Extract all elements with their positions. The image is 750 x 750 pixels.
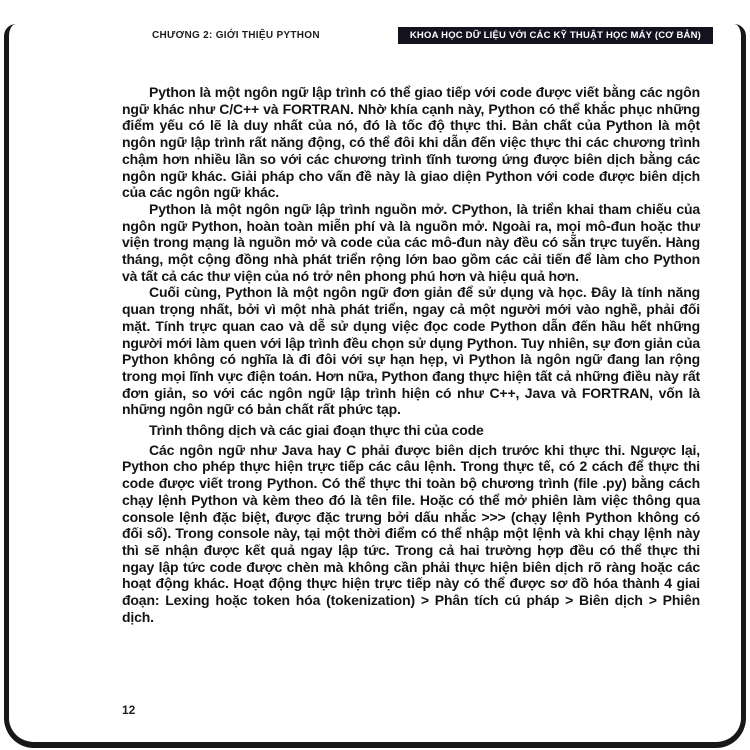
book-title-bar: KHOA HỌC DỮ LIỆU VỚI CÁC KỸ THUẬT HỌC MÁY (CƠ BẢN) [398,27,713,44]
chapter-title: CHƯƠNG 2: GIỚI THIỆU PYTHON [152,30,320,41]
page-header [120,27,713,44]
paragraph-interpreter-stages: Các ngôn ngữ như Java hay C phải được biên dịch trước khi thực thi. Ngược lại, Python cho phép thực hiện trực tiếp các câu lệnh. Trong thực tế, có 2 cách để thực thi code được viết trong Python. Có thể thực thi toàn bộ chương trình (file .py) bằng cách chạy lệnh Python và kèm theo đó là tên file. Hoặc có thể mở phiên làm việc thông qua console lệnh đặc biệt, được đặc trưng bởi dấu nhắc >>> (chạy lệnh Python không có đối số). Trong console này, tại một thời điểm có thể nhập một lệnh và khi chạy lệnh này thì sẽ nhận được kết quả ngay lập tức. Trong cả hai trường hợp đều có thể thực thi ngay lập tức code được chèn mà không cần phải thực hiện biên dịch rõ ràng hoặc các hoạt động khác. Hoạt động thực hiện trực tiếp này có thể được sơ đồ hóa thành 4 giai đoạn: Lexing hoặc token hóa (tokenization) > Phân tích cú pháp > Biên dịch > Phiên dịch. [122,441,700,625]
section-heading: Trình thông dịch và các giai đoạn thực thi của code [149,422,484,439]
page-body [122,84,700,626]
paragraph-python-interop: Python là một ngôn ngữ lập trình có thể giao tiếp với code được viết bằng các ngôn ngữ khác như C/C++ và FORTRAN. Nhờ khía cạnh này, Python có thể khắc phục những điểm yếu có lẽ là duy nhất của nó, đó là tốc độ thực thi. Bản chất của Python là một ngôn ngữ lập trình rất năng động, có thể đôi khi dẫn đến việc thực thi các chương trình chậm hơn nhiều lần so với các chương trình tĩnh tương ứng được biên dịch bằng các ngôn ngữ khác. Giải pháp cho vấn đề này là giao diện Python với code được biên dịch của các ngôn ngữ khác. [122,84,700,201]
paragraph-open-source: Python là một ngôn ngữ lập trình nguồn mở. CPython, là triển khai tham chiếu của ngôn ngữ Python, hoàn toàn miễn phí và là nguồn mở. Ngoài ra, mọi mô-đun hoặc thư viện trong mạng là nguồn mở và code của các mô-đun này đều có sẵn trực tuyến. Hàng tháng, một cộng đồng nhà phát triển rộng lớn bao gồm các cải tiến để làm cho Python và tất cả các thư viện của nó trở nên phong phú hơn và hiệu quả hơn. [122,200,700,284]
page-number: 12 [122,703,136,717]
paragraph-simplicity: Cuối cùng, Python là một ngôn ngữ đơn giản để sử dụng và học. Đây là tính năng quan trọng nhất, bởi vì một nhà phát triển, ngay cả một người mới vào nghề, phải đối mặt. Tính trực quan cao và dễ sử dụng việc đọc code Python dẫn đến hầu hết những người mới làm quen với lập trình đều chọn sử dụng Python. Tuy nhiên, sự đơn giản của Python không có nghĩa là đi đôi với sự hạn hẹp, vì Python là ngôn ngữ đang lan rộng trong mọi lĩnh vực điện toán. Hơn nữa, Python đang thực hiện tất cả những điều này rất đơn giản, so với các ngôn ngữ lập trình hiện có như C++, Java và FORTRAN, vốn là những ngôn ngữ có bản chất rất phức tạp. [122,284,700,418]
